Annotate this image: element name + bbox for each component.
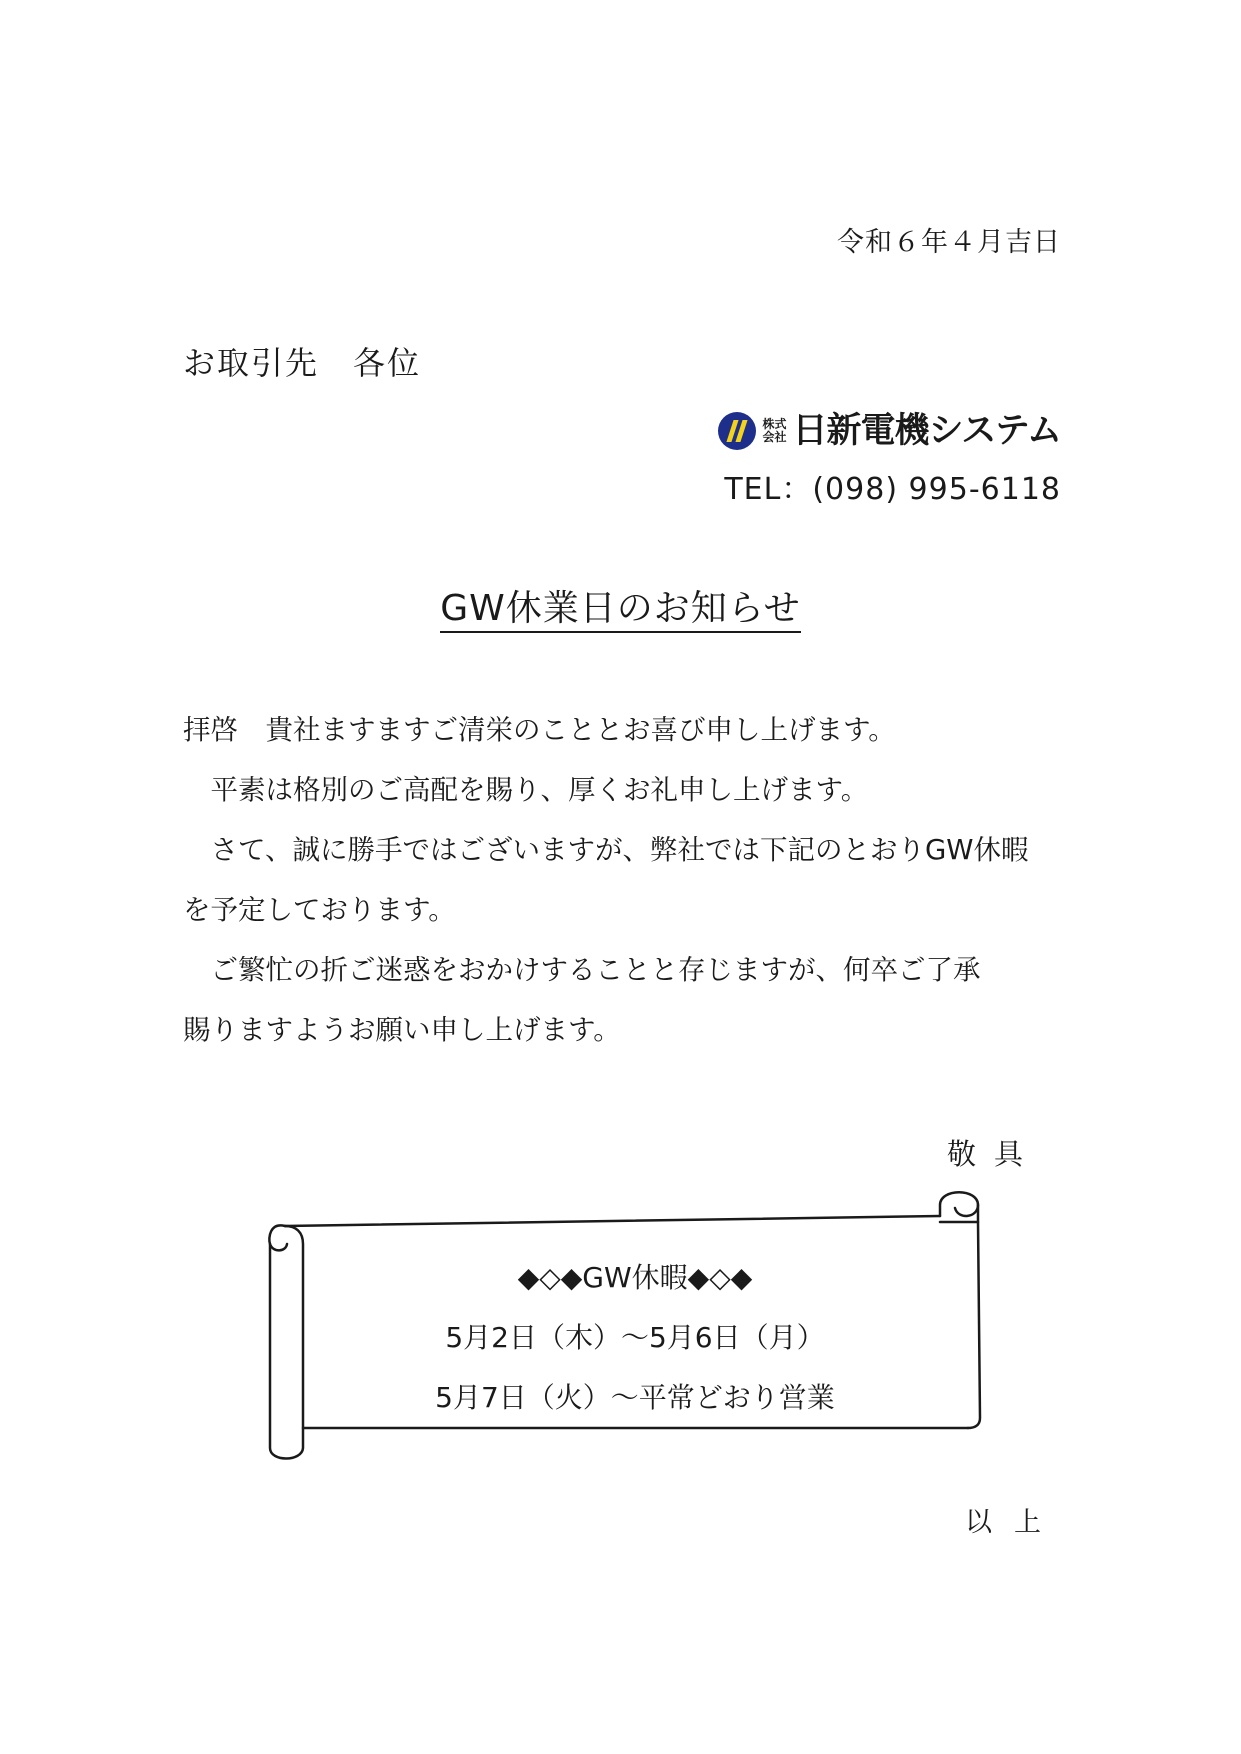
body-line: 拝啓 貴社ますますご清栄のこととお喜び申し上げます。 [183, 714, 896, 746]
recipient: お取引先 各位 [183, 344, 422, 382]
closing-phrase: 敬具 [946, 1137, 1041, 1171]
holiday-heading: ◆◇◆GW休暇◆◇◆ [517, 1261, 753, 1294]
company-name: 日新電機システム [792, 411, 1061, 451]
company-tel: TEL：(098) 995-6118 [724, 472, 1061, 507]
holiday-period: 5月2日（木）～5月6日（月） [445, 1321, 825, 1354]
body-line: 賜りますようお願い申し上げます。 [183, 1014, 621, 1046]
letter-date: 令和６年４月吉日 [837, 227, 1061, 258]
body-line: さて、誠に勝手ではございますが、弊社では下記のとおりGW休暇 [183, 834, 1029, 866]
body-line: ご繁忙の折ご迷惑をおかけすることと存じますが、何卒ご了承 [183, 954, 981, 986]
body-line: を予定しております。 [183, 894, 456, 926]
end-mark: 以上 [965, 1507, 1063, 1538]
company-type-line1: 株式 [762, 417, 787, 431]
document-title-text: GW休業日のお知らせ [440, 588, 800, 633]
business-resume: 5月7日（火）～平常どおり営業 [435, 1381, 835, 1414]
company-type-line2: 会社 [762, 430, 787, 444]
body-line: 平素は格別のご高配を賜り、厚くお礼申し上げます。 [183, 774, 869, 806]
